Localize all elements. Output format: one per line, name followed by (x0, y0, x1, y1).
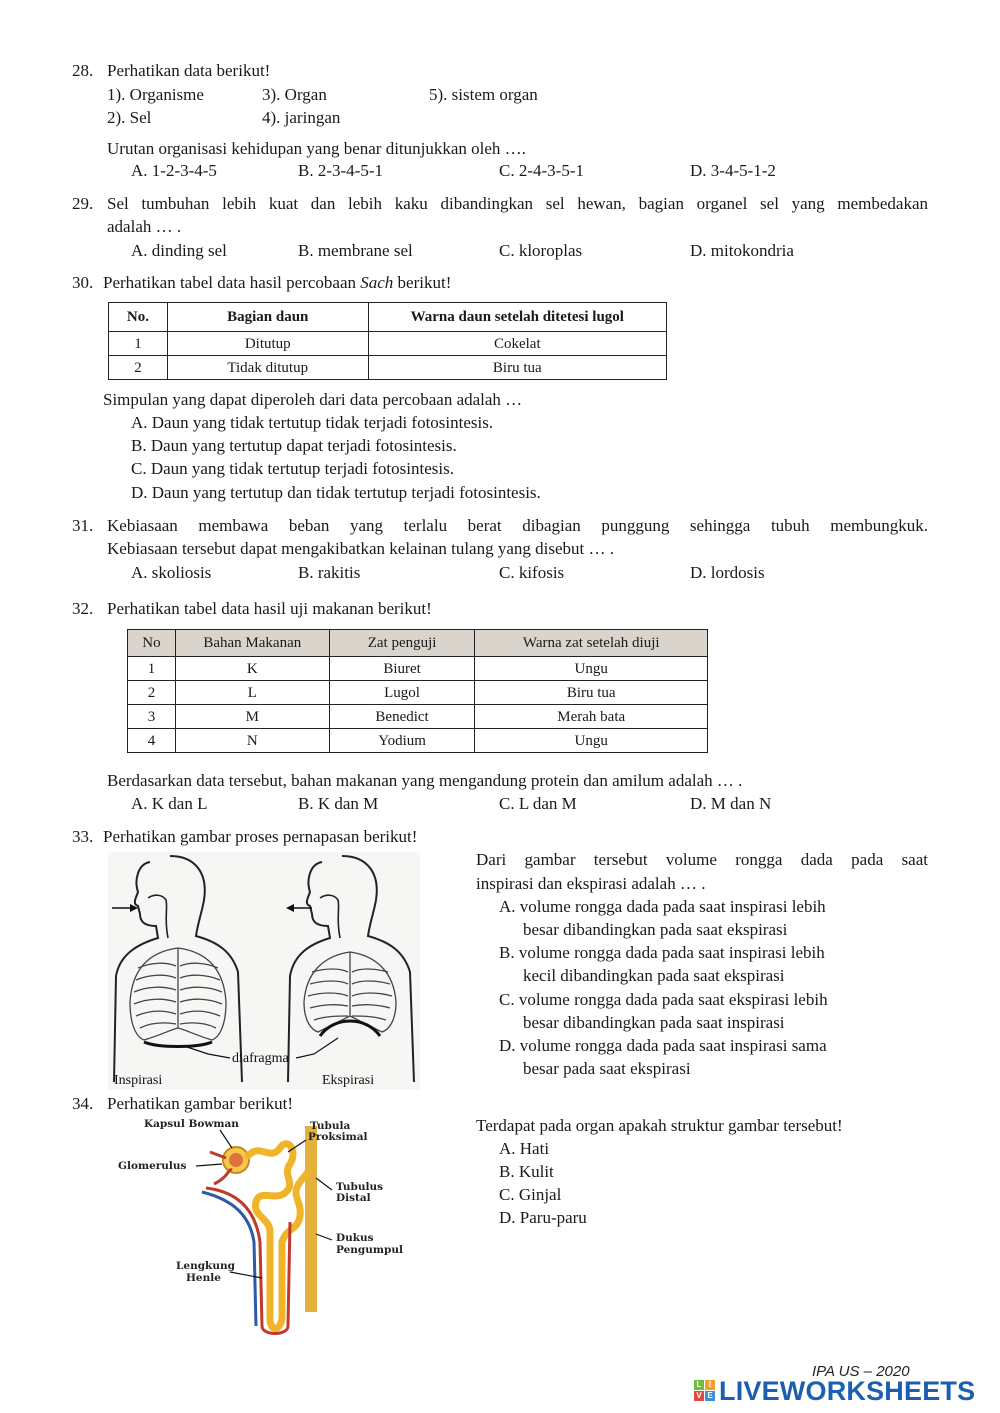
respiration-figure (108, 852, 420, 1090)
logo-tile: I (705, 1380, 715, 1390)
q32-question: Berdasarkan data tersebut, bahan makanan yang mengandung protein dan amilum adalah … . (107, 771, 743, 790)
q34-option-b[interactable]: B. Kulit (499, 1162, 554, 1181)
q28-option-b[interactable]: B. 2-3-4-5-1 (298, 161, 383, 180)
q30-prompt-before: Perhatikan tabel data hasil percobaan (103, 273, 361, 292)
q33-number: 33. (72, 827, 94, 846)
q33-option-c-cont: besar dibandingkan pada saat inspirasi (523, 1013, 785, 1032)
q31-question-line1: Kebiasaan membawa beban yang terlalu berat dibagian punggung sehingga tubuh membungkuk. (107, 516, 928, 535)
q28-item-3: 3). Organ (262, 85, 327, 104)
q31-option-a[interactable]: A. skoliosis (131, 563, 212, 582)
liveworksheets-brand[interactable]: LIVEWORKSHEETS (719, 1376, 976, 1406)
table-header: No (128, 630, 176, 657)
q31-option-d[interactable]: D. lordosis (690, 563, 765, 582)
q30-option-c[interactable]: C. Daun yang tidak tertutup terjadi fotosintesis. (131, 459, 454, 478)
table-cell: 4 (128, 729, 176, 753)
footer-source: IPA US – 2020 (812, 1363, 910, 1380)
table-cell: M (175, 705, 329, 729)
table-cell: 2 (109, 356, 168, 380)
q28-option-a[interactable]: A. 1-2-3-4-5 (131, 161, 217, 180)
q30-option-a[interactable]: A. Daun yang tidak tertutup tidak terjadi fotosintesis. (131, 413, 494, 432)
q30-prompt (103, 271, 451, 294)
label-bowman: Kapsul Bowman (144, 1118, 239, 1130)
collecting-duct (308, 1126, 314, 1312)
inspiration-label: Inspirasi (114, 1073, 163, 1088)
liveworksheets-logo-icon (694, 1380, 716, 1402)
collecting-pointer (316, 1234, 332, 1240)
q32-option-a[interactable]: A. K dan L (131, 794, 208, 813)
label-distal-2: Distal (336, 1192, 371, 1204)
q28-option-d[interactable]: D. 3-4-5-1-2 (690, 161, 776, 180)
table-cell: Benedict (329, 705, 475, 729)
table-row (128, 681, 708, 705)
label-proximal-2: Proksimal (308, 1131, 368, 1143)
q34-option-a[interactable]: A. Hati (499, 1139, 550, 1158)
table-cell: 1 (128, 657, 176, 681)
table-row (128, 705, 708, 729)
table-cell: 1 (109, 332, 168, 356)
table-cell: Merah bata (475, 705, 708, 729)
table-row (128, 657, 708, 681)
q32-prompt: Perhatikan tabel data hasil uji makanan berikut! (107, 599, 432, 618)
table-header: No. (109, 303, 168, 332)
table-cell: Ditutup (167, 332, 368, 356)
table-cell: L (175, 681, 329, 705)
q33-option-a[interactable]: A. volume rongga dada pada saat inspirasi lebih (499, 897, 826, 916)
q32-option-c[interactable]: C. L dan M (499, 794, 577, 813)
q31-option-b[interactable]: B. rakitis (298, 563, 361, 582)
q33-prompt: Perhatikan gambar proses pernapasan berikut! (103, 827, 418, 846)
q34-number: 34. (72, 1094, 94, 1113)
q32-number: 32. (72, 599, 94, 618)
table-cell: Lugol (329, 681, 475, 705)
q28-option-c[interactable]: C. 2-4-3-5-1 (499, 161, 584, 180)
q29-option-a[interactable]: A. dinding sel (131, 241, 227, 260)
q30-option-d[interactable]: D. Daun yang tertutup dan tidak tertutup terjadi fotosintesis. (131, 483, 541, 502)
q28-question: Urutan organisasi kehidupan yang benar ditunjukkan oleh …. (107, 139, 526, 158)
label-collecting-1: Dukus (336, 1232, 374, 1244)
table-cell: Tidak ditutup (167, 356, 368, 380)
q28-prompt: Perhatikan data berikut! (107, 61, 271, 80)
q32-option-d[interactable]: D. M dan N (690, 794, 772, 813)
table-cell: Ungu (475, 729, 708, 753)
q29-option-b[interactable]: B. membrane sel (298, 241, 413, 260)
table-cell: Biru tua (475, 681, 708, 705)
table-row (128, 729, 708, 753)
q34-option-d[interactable]: D. Paru-paru (499, 1208, 587, 1227)
q28-item-2: 2). Sel (107, 108, 152, 127)
table-header: Bagian daun (167, 303, 368, 332)
distal-pointer (316, 1178, 332, 1190)
table-cell: 2 (128, 681, 176, 705)
table-cell: N (175, 729, 329, 753)
q30-number: 30. (72, 273, 94, 292)
q32-option-b[interactable]: B. K dan M (298, 794, 379, 813)
table-header: Zat penguji (329, 630, 475, 657)
label-proximal-1: Tubula (310, 1120, 351, 1132)
label-glomerulus: Glomerulus (118, 1160, 187, 1172)
q32-table (127, 629, 708, 753)
q30-option-b[interactable]: B. Daun yang tertutup dapat terjadi fotosintesis. (131, 436, 457, 455)
label-distal-1: Tubulus (336, 1181, 383, 1193)
glomerulus-knot (229, 1153, 243, 1167)
q29-number: 29. (72, 194, 94, 213)
table-cell: Biuret (329, 657, 475, 681)
q33-question-line2: inspirasi dan ekspirasi adalah … . (476, 874, 706, 893)
table-cell: 3 (128, 705, 176, 729)
q29-question-line2: adalah … . (107, 217, 182, 236)
logo-tile: L (694, 1380, 704, 1390)
diaphragm-label: diafragma (232, 1051, 289, 1066)
table-header-row (128, 630, 708, 657)
q33-option-d[interactable]: D. volume rongga dada pada saat inspirasi sama (499, 1036, 827, 1055)
q28-item-5: 5). sistem organ (429, 85, 538, 104)
table-header: Bahan Makanan (175, 630, 329, 657)
bowman-pointer (220, 1130, 232, 1148)
q30-prompt-after: berikut! (393, 273, 452, 292)
q33-option-b[interactable]: B. volume rongga dada pada saat inspirasi lebih (499, 943, 825, 962)
q33-option-d-cont: besar pada saat ekspirasi (523, 1059, 691, 1078)
q31-option-c[interactable]: C. kifosis (499, 563, 565, 582)
label-henle-1: Lengkung (176, 1260, 235, 1272)
q30-prompt-italic: Sach (360, 273, 394, 292)
logo-tile: E (705, 1391, 715, 1401)
q29-question-line1: Sel tumbuhan lebih kuat dan lebih kaku dibandingkan sel hewan, bagian organel sel yang membedakan (107, 194, 928, 213)
label-henle-2: Henle (186, 1272, 221, 1284)
label-collecting-2: Pengumpul (336, 1244, 403, 1256)
q33-question-line1: Dari gambar tersebut volume rongga dada pada saat (476, 850, 928, 869)
henle-pointer (230, 1272, 262, 1278)
q29-option-d[interactable]: D. mitokondria (690, 241, 794, 260)
table-header: Warna zat setelah diuji (475, 630, 708, 657)
q33-option-b-cont: kecil dibandingkan pada saat ekspirasi (523, 966, 785, 985)
table-row (109, 356, 667, 380)
q31-question-line2: Kebiasaan tersebut dapat mengakibatkan kelainan tulang yang disebut … . (107, 539, 615, 558)
table-row (109, 332, 667, 356)
q29-option-c[interactable]: C. kloroplas (499, 241, 583, 260)
q30-table (108, 302, 667, 380)
glomerulus-pointer (196, 1164, 222, 1166)
q33-option-a-cont: besar dibandingkan pada saat ekspirasi (523, 920, 788, 939)
q34-prompt: Perhatikan gambar berikut! (107, 1094, 293, 1113)
table-cell: Ungu (475, 657, 708, 681)
expiration-label: Ekspirasi (322, 1073, 375, 1088)
q28-item-4: 4). jaringan (262, 108, 341, 127)
table-header-row (109, 303, 667, 332)
q33-option-c[interactable]: C. volume rongga dada pada saat ekspirasi lebih (499, 990, 828, 1009)
nephron-figure (110, 1112, 420, 1342)
logo-tile: V (694, 1391, 704, 1401)
q28-number: 28. (72, 61, 94, 80)
table-cell: Biru tua (368, 356, 666, 380)
q28-item-1: 1). Organisme (107, 85, 204, 104)
table-header: Warna daun setelah ditetesi lugol (368, 303, 666, 332)
q34-question: Terdapat pada organ apakah struktur gambar tersebut! (476, 1116, 843, 1135)
q34-option-c[interactable]: C. Ginjal (499, 1185, 562, 1204)
table-cell: Cokelat (368, 332, 666, 356)
table-cell: Yodium (329, 729, 475, 753)
q30-question: Simpulan yang dapat diperoleh dari data percobaan adalah … (103, 390, 523, 409)
q31-number: 31. (72, 516, 94, 535)
table-cell: K (175, 657, 329, 681)
